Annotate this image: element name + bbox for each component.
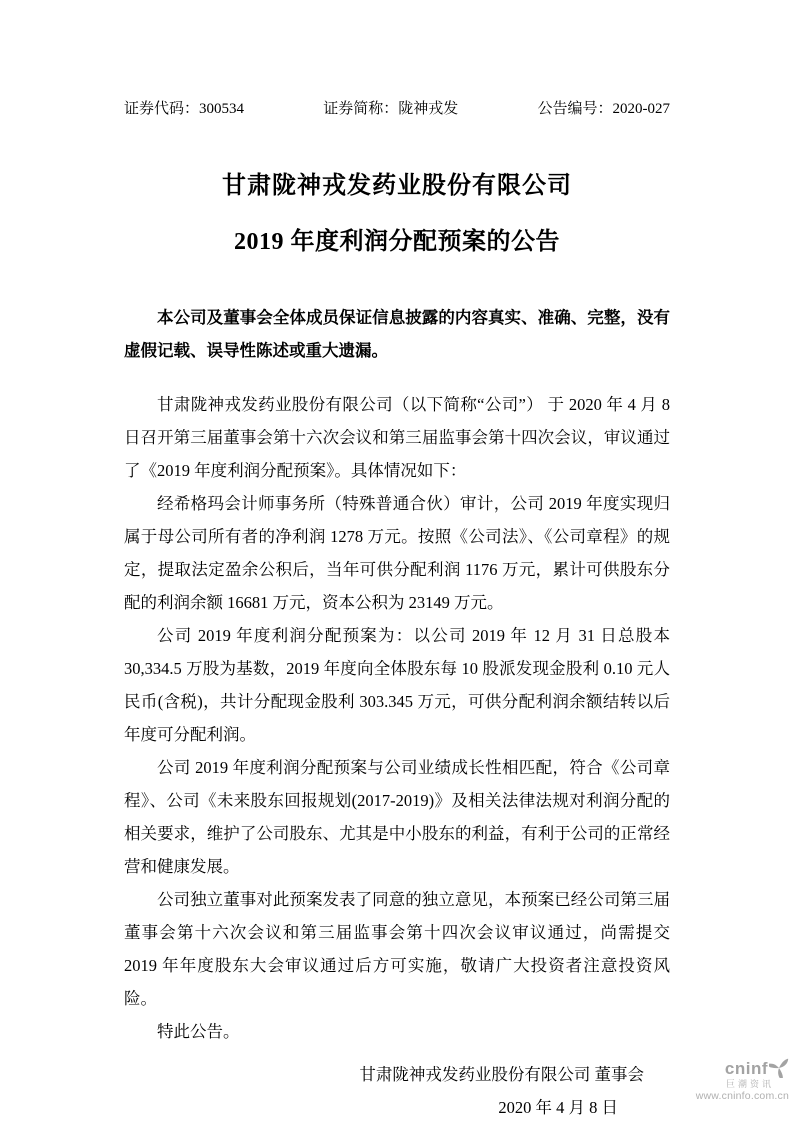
- paragraph-meeting: 甘肃陇神戎发药业股份有限公司（以下简称“公司”） 于 2020 年 4 月 8 日召开第三届董事会第十六次会议和第三届监事会第十四次会议，审议通过了《2019 年度利润分配预案》。具体情况如下：: [124, 395, 670, 480]
- cninfo-brand-row: [659, 1058, 789, 1078]
- cninfo-watermark: [659, 1058, 789, 1102]
- paragraph-approval-risk: 公司独立董事对此预案发表了同意的独立意见，本预案已经公司第三届董事会第十六次会议和第三届监事会第十四次会议审议通过，尚需提交 2019 年年度股东大会审议通过后方可实施，敬请广大投资者注意投资风险。: [124, 890, 670, 1008]
- paragraph-audit-results: 经希格玛会计师事务所（特殊普通合伙）审计，公司 2019 年度实现归属于母公司所有者的净利润 1278 万元。按照《公司法》、《公司章程》的规定，提取法定盈余公积后，当年可供分配利润 1176 万元，累计可供股东分配的利润余额 16681 万元，资本公积为 23149 万元。: [124, 494, 670, 612]
- document-header: [124, 100, 670, 118]
- stock-code: 证券代码：300534: [124, 101, 245, 117]
- cninfo-url: www.cninfo.com.cn: [695, 1090, 789, 1102]
- cninfo-brand-text: cninf: [724, 1058, 768, 1078]
- signature-company: 甘肃陇神戎发药业股份有限公司 董事会: [359, 1065, 644, 1084]
- company-title: 甘肃陇神戎发药业股份有限公司: [222, 173, 572, 199]
- announcement-title: 2019 年度利润分配预案的公告: [234, 229, 560, 255]
- closing-statement: 特此公告。: [157, 1022, 240, 1041]
- signature-date: 2020 年 4 月 8 日: [498, 1098, 618, 1117]
- paragraph-compliance: 公司 2019 年度利润分配预案与公司业绩成长性相匹配，符合《公司章程》、公司《未来股东回报规划(2017-2019)》及相关法律法规对利润分配的相关要求，维护了公司股东、尤其是中小股东的利益，有利于公司的正常经营和健康发展。: [124, 758, 670, 876]
- cninfo-chinese-name: 巨潮资讯: [725, 1079, 774, 1089]
- paragraph-distribution-plan: 公司 2019 年度利润分配预案为：以公司 2019 年 12 月 31 日总股本 30,334.5 万股为基数，2019 年度向全体股东每 10 股派发现金股利 0.10 元人民币(含税)，共计分配现金股利 303.345 万元，可供分配利润余额结转以后年度可分配利润。: [124, 626, 670, 744]
- stock-name: 证券简称：陇神戎发: [323, 101, 459, 117]
- cninfo-swirl-icon: [769, 1058, 789, 1078]
- announcement-number: 公告编号：2020-027: [537, 101, 670, 117]
- disclosure-notice: 本公司及董事会全体成员保证信息披露的内容真实、准确、完整，没有虚假记载、误导性陈述或重大遗漏。: [124, 308, 670, 360]
